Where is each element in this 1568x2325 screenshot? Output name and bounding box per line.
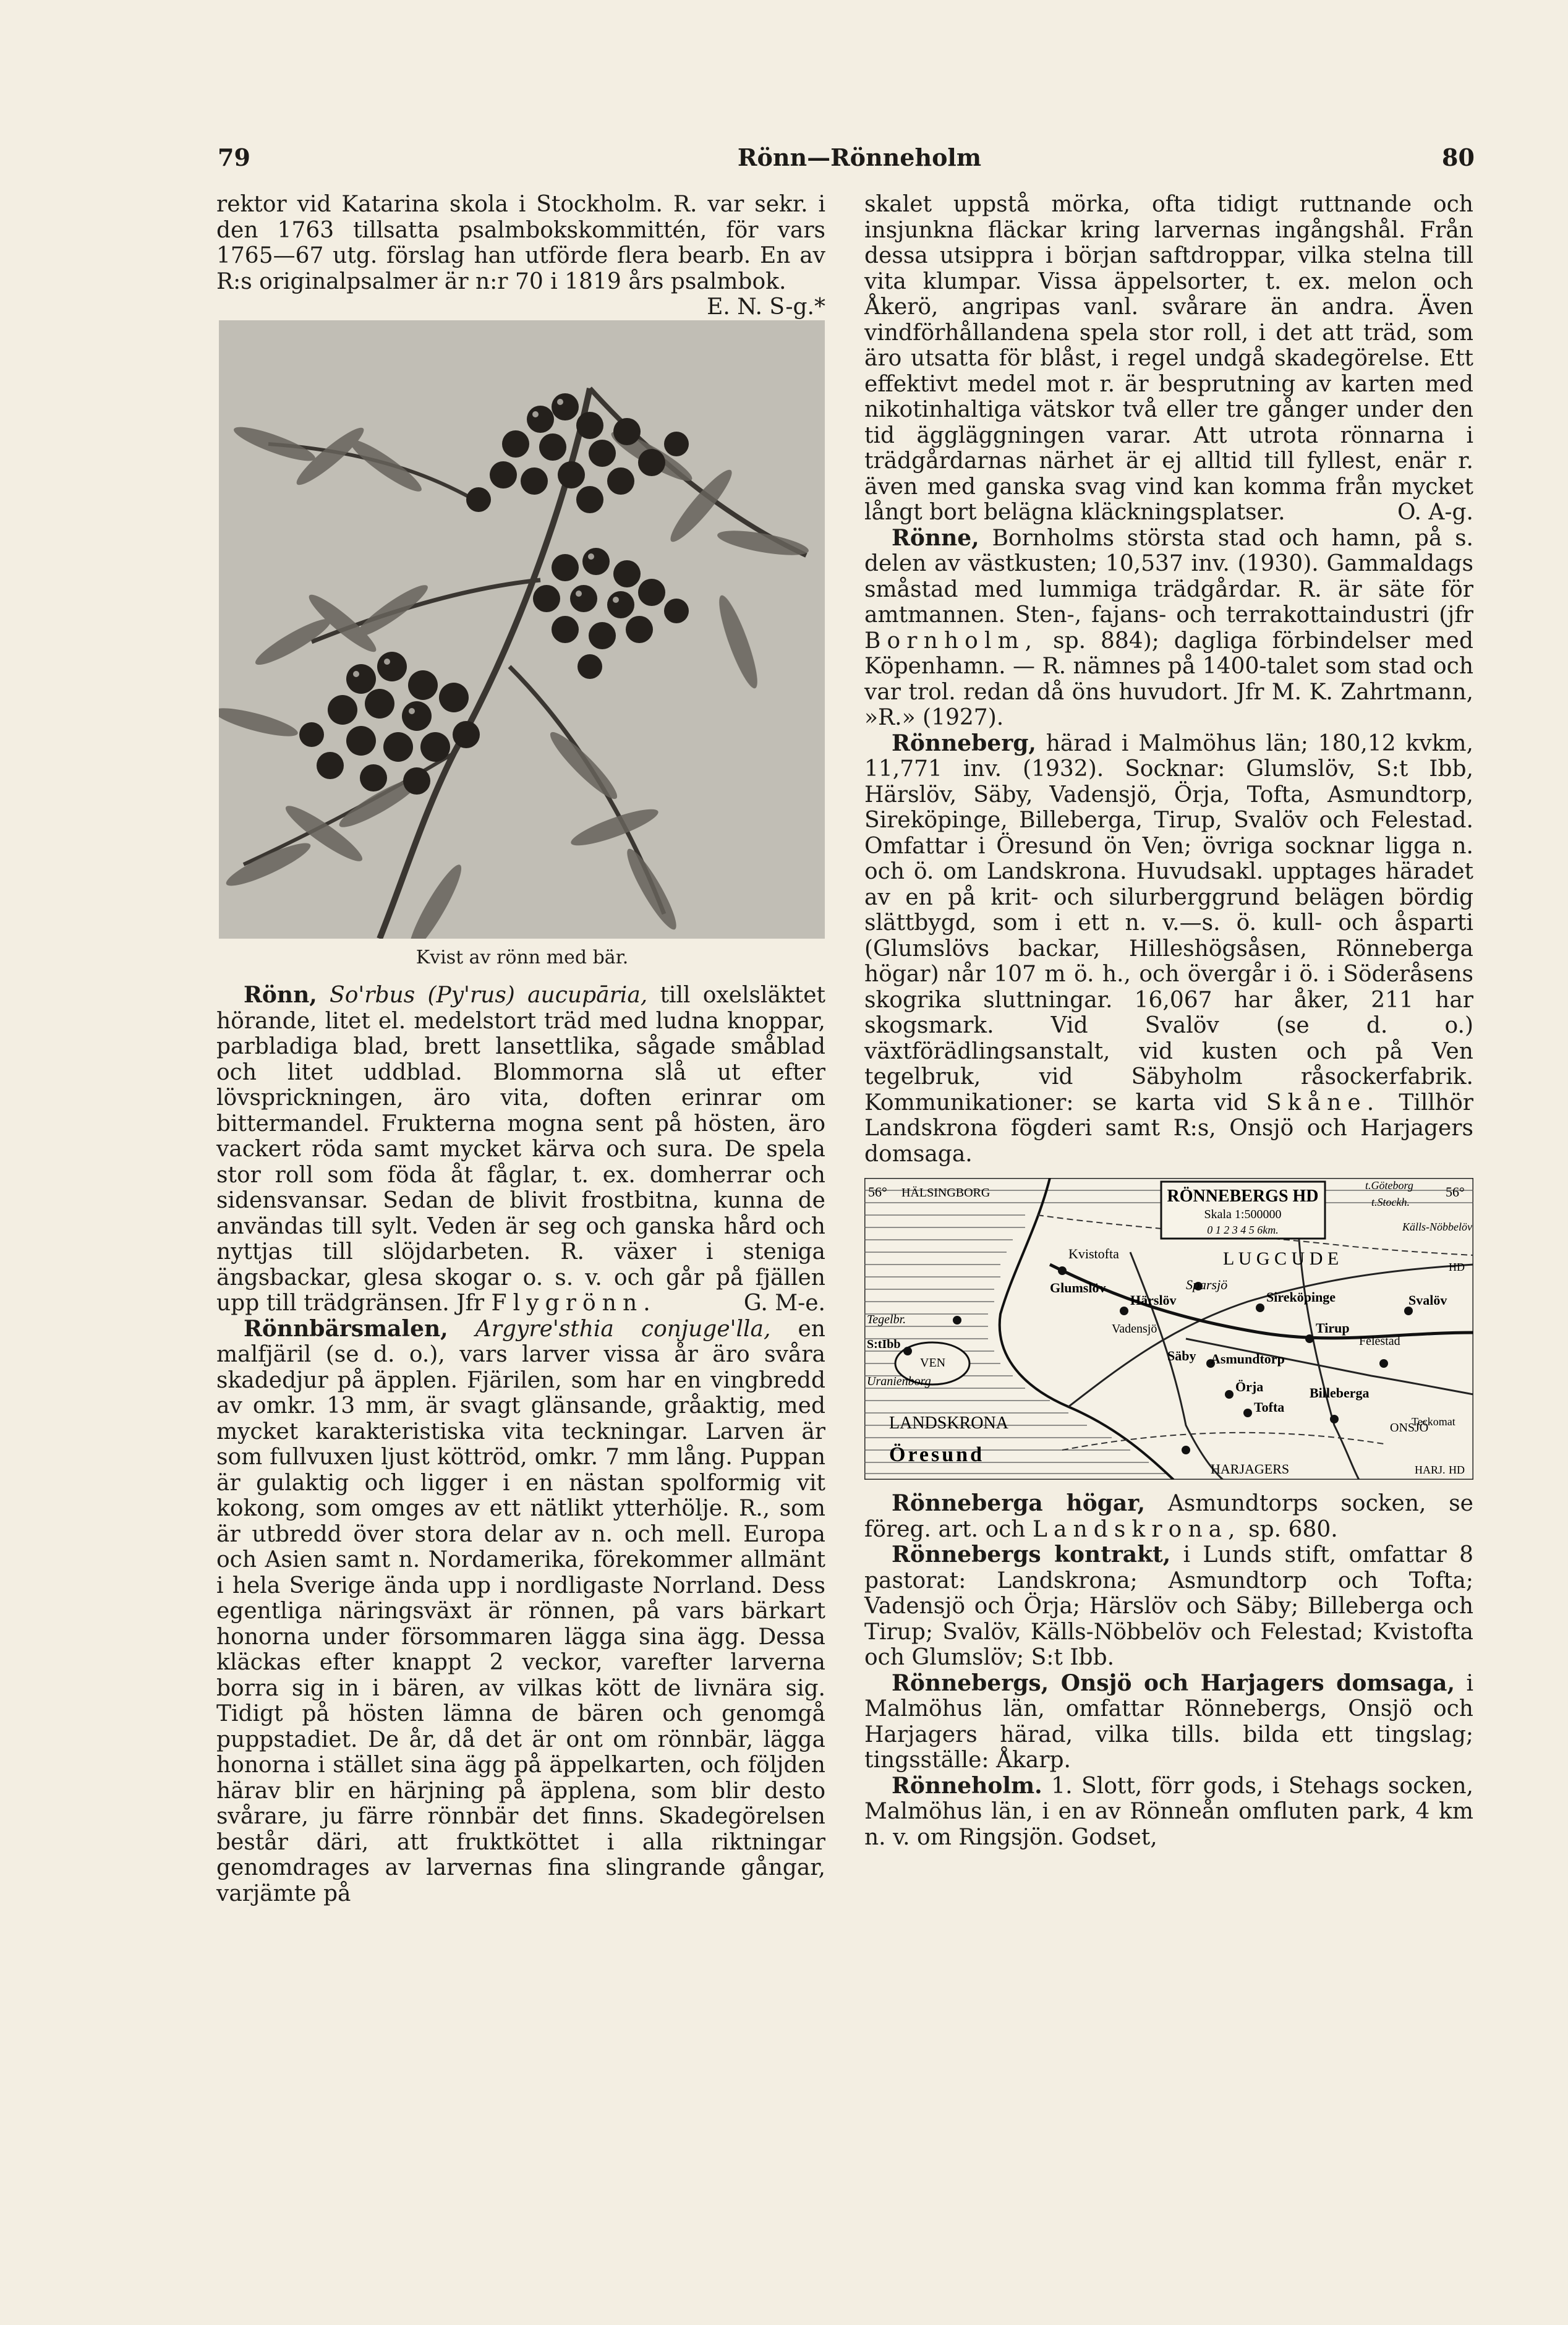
map-scale-ticks: 0 1 2 3 4 5 6km. (1207, 1224, 1279, 1236)
entry-hogar-text-1: Asmundtorps socken, se föreg. art. och (864, 1491, 1473, 1542)
signature: O. A-g. (1397, 500, 1473, 525)
figure-rowan (219, 305, 825, 970)
map-label: Svalöv (1408, 1292, 1447, 1308)
map-label: Örja (1235, 1379, 1264, 1394)
latin-name: Argyre'sthia conjuge'lla, (475, 1316, 771, 1342)
map-label: Asmundtorp (1211, 1351, 1285, 1367)
map-title: RÖNNEBERGS HD (1167, 1187, 1319, 1206)
running-title: Rönn—Rönneholm (737, 143, 982, 171)
map-ronnebergs-hd (864, 1178, 1473, 1480)
cross-reference-landskrona: Landskrona, (1032, 1516, 1242, 1542)
cross-reference-skane: Skåne. (1266, 1090, 1381, 1116)
map-label: t.Göteborg (1365, 1179, 1413, 1192)
map-label: HD (1449, 1261, 1465, 1273)
map-label: Härslöv (1130, 1292, 1177, 1308)
signature: E. N. S-g.* (707, 294, 825, 320)
map-label: Tirup (1316, 1320, 1350, 1336)
map-label: LANDSKRONA (889, 1414, 1008, 1433)
map-label: ONSJÖ (1390, 1421, 1429, 1435)
map-label: Säby (1167, 1348, 1196, 1363)
latin-name-2: (Py'rus) (427, 983, 515, 1008)
page-number-right: 80 (1442, 143, 1475, 171)
entry-ronneholm-text: 1. Slott, förr gods, i Stehags socken, Malmöhus län, i en av Rönneån omfluten park, 4 km n. v. om Ringsjön. Godset, (864, 1773, 1473, 1850)
page-number-left: 79 (218, 143, 250, 171)
cross-reference-flygronn: Flygrönn. (491, 1290, 657, 1316)
map-label: Tofta (1254, 1399, 1285, 1415)
entry-ronneberg-text-1: härad i Malmöhus län; 180,12 kvkm, 11,771 inv. (1932). Socknar: Glumslöv, S:t Ibb, Härslöv, Säby, Vadensjö, Örja, Tofta, Asmundtorp, Sireköpinge, Billeberga, Tirup, Svalöv och Felestad. Omfattar i Öresund ön Ven; övriga socknar ligga n. och ö. om Landskrona. Huvudsakl. upptages häradet av en på krit- och silurberggrund belägen bördig slättbygd, som i ett n. v.—s. ö. kull- och åsparti (Glumslövs backar, Hilleshögsåsen, Rönneberga högar) når 107 m ö. h., och övergår i ö. i Söderåsens skogrika sluttningar. 16,067 har åker, 211 har skogsmark. Vid Svalöv (se d. o.) växtförädlingsanstalt, vid kusten och på Ven tegelbruk, vid Säbyholm råsockerfabrik. Kommunikationer: se karta vid (864, 730, 1473, 1116)
headword-ronnebergs-domsaga: Rönnebergs, Onsjö och Harjagers domsaga, (892, 1670, 1455, 1696)
entry-ronne-text-1: Bornholms största stad och hamn, på s. delen av västkusten; 10,537 inv. (1930). Gammaldags småstad med lummiga trädgårdar. R. är säte för amtmannen. Sten-, fajans- och terrakottaindustri (jfr (864, 525, 1473, 628)
continued-text: skalet uppstå mörka, ofta tidigt ruttnande och insjunkna fläckar kring larvernas ingångshål. Från dessa utsippra i början saftdroppar, vilka stelna till vita klumpar. Vissa äppelsorter, t. ex. melon och Åkerö, angripas vanl. svårare än andra. Även vindförhållandena spela stor roll, i det att träd, som äro utsatta för blåst, i regel undgå skadegörelse. Ett effektivt medel mot r. är besprutning av karten med nikotinhaltiga vätskor två eller tre gånger under den tid äggläggningen varar. Att utrota rönnarna i trädgårdarnas närhet är ej alltid till fyllest, enär r. även med ganska svag vind kan komma från mycket långt bort belägna kläckningsplatser. (864, 192, 1473, 525)
map-label: Källs-Nöbbelöv (1402, 1221, 1472, 1233)
headword-ronn: Rönn, (244, 982, 317, 1008)
headword-ronnbarsmalen: Rönnbärsmalen, (244, 1315, 448, 1342)
map-label: HÄLSINGBORG (901, 1186, 991, 1200)
map-label: Teckomat (1412, 1415, 1455, 1428)
map-label: Kvistofta (1068, 1246, 1119, 1261)
map-label: HD (1449, 1464, 1465, 1476)
headword-ronneholm: Rönneholm. (892, 1772, 1042, 1799)
entry-ronneholm (864, 1773, 1473, 1851)
latin-name-1: So'rbus (330, 983, 415, 1008)
map-label: L U G C U D E (1223, 1248, 1339, 1269)
map-label: Öresund (889, 1443, 984, 1466)
map-label: Billeberga (1310, 1385, 1370, 1401)
map-label: Tegelbr. (867, 1313, 906, 1326)
entry-ronnebergs-kontrakt (864, 1542, 1473, 1671)
map-scale: Skala 1:500000 (1204, 1208, 1282, 1221)
map-label: 56° (1446, 1184, 1465, 1200)
headword-ronneberga-hogar: Rönneberga högar, (892, 1490, 1146, 1516)
map-label: Sparsjö (1186, 1277, 1228, 1292)
right-column (864, 192, 1473, 1850)
entry-hogar-text-2: sp. 680. (1248, 1516, 1338, 1542)
map-label: VEN (920, 1356, 946, 1370)
entry-kontrakt-text: i Lunds stift, omfattar 8 pastorat: Landskrona; Asmundtorp och Tofta; Vadensjö och Örja; Härslöv och Säby; Billeberga och Tirup; Svalöv, Källs-Nöbbelöv och Felestad; Kvistofta och Glumslöv; S:t Ibb. (864, 1542, 1473, 1670)
left-column (216, 192, 825, 1906)
rowan-photo (219, 320, 825, 939)
entry-ronneberga-hogar (864, 1491, 1473, 1542)
map-label: Sireköpinge (1266, 1289, 1336, 1305)
entry-ronnbarsmalen (216, 1316, 825, 1907)
figure-caption: Kvist av rönn med bär. (415, 946, 629, 968)
entry-ronn (216, 983, 825, 1316)
map-label: Uranienborg (867, 1375, 931, 1388)
map-label: HARJ. (1415, 1464, 1446, 1476)
signature: G. M-e. (743, 1290, 825, 1316)
cross-reference-bornholm: Bornholm, (864, 628, 1039, 654)
entry-malen-text: en malfjäril (se d. o.), vars larver vissa år äro svåra skadedjur på äpplen. Fjärilen, som har en vingbredd av omkr. 13 mm, är svagt glänsande, gråaktig, med mycket karakteristiska vita teckningar. Larven är som fullvuxen ljust köttröd, omkr. 7 mm lång. Puppan är gulaktig och ligger i en nästan spolformig vit kokong, som omges av ett nätlikt ytterhölje. R., som är utbredd över stora delar av n. och mell. Europa och Asien samt n. Nordamerika, förekommer allmänt i hela Sverige ända upp i nordligaste Norrland. Dess egentliga näringsväxt är rönnen, på vars bärkart honorna under försommaren lägga sina ägg. Dessa kläckas efter knappt 2 veckor, varefter larverna borra sig in i bären, av vilkas kött de livnära sig. Tidigt på hösten lämna de bären och genomgå puppstadiet. De år, då det är ont om rönnbär, lägga honorna i stället sina ägg på äppelkarten, och följden härav blir en härjning på äpplena, som blir desto svårare, ju färre rönnbär det finns. Skadegörelsen består däri, att fruktköttet i alla riktningar genomdrages av larvernas fina slingrande gångar, varjämte på (216, 1316, 825, 1906)
map-label: Glumslöv (1050, 1280, 1106, 1295)
entry-domsaga-text: i Malmöhus län, omfattar Rönnebergs, Onsjö och Harjagers härad, vilka tills. bilda ett tingslag; tingsställe: Åkarp. (864, 1670, 1473, 1773)
headword-ronnebergs-kontrakt: Rönnebergs kontrakt, (892, 1542, 1171, 1568)
headword-ronne: Rönne, (892, 524, 979, 551)
paragraph-continued (864, 192, 1473, 526)
entry-ronneberg-text-2: Tillhör Landskrona fögderi samt R:s, Onsjö och Harjagers domsaga. (864, 1090, 1473, 1167)
map-label: HARJAGERS (1211, 1461, 1290, 1477)
map-label: Felestad (1359, 1334, 1400, 1348)
entry-ronn-text: till oxelsläktet hörande, litet el. medelstort träd med ludna knoppar, parbladiga blad, brett lansettlika, sågade småblad och litet uddblad. Blommorna slå ut efter lövsprickningen, äro vita, doften erinrar om bittermandel. Frukterna mogna sent på hösten, äro vackert röda samt mycket kärva och sura. De spela stor roll som föda åt fåglar, t. ex. domherrar och sidensvansar. Sedan de blivit frostbitna, kunna de användas till sylt. Veden är seg och ganska hård och nyttjas till slöjdarbeten. R. växer i steniga ängsbackar, glesa skogar o. s. v. och går på fjällen upp till trädgränsen. Jfr (216, 983, 825, 1316)
map-label: S:tIbb (867, 1337, 901, 1351)
entry-ronne-text-2: sp. 884); dagliga förbindelser med Köpenhamn. — R. nämnes på 1400-talet som stad och var trol. redan då öns huvudort. Jfr M. K. Zahrtmann, »R.» (1927). (864, 628, 1473, 730)
entry-ronnebergs-domsaga (864, 1671, 1473, 1773)
intro-text: rektor vid Katarina skola i Stockholm. R. var sekr. i den 1763 tillsatta psalmbokskommittén, för vars 1765—67 utg. förslag han utförde flera bearb. En av R:s originalpsalmer är n:r 70 i 1819 års psalmbok. (216, 192, 825, 294)
headword-ronneberg: Rönneberg, (892, 730, 1036, 756)
entry-ronne (864, 526, 1473, 731)
map-graphic (864, 1178, 1473, 1480)
map-label: 56° (868, 1184, 887, 1200)
paragraph-intro (216, 192, 825, 320)
entry-ronneberg (864, 731, 1473, 1167)
map-label: t.Stockh. (1371, 1196, 1410, 1208)
latin-name-3: aucupāria, (527, 983, 648, 1008)
map-label: Vadensjö (1112, 1322, 1157, 1336)
